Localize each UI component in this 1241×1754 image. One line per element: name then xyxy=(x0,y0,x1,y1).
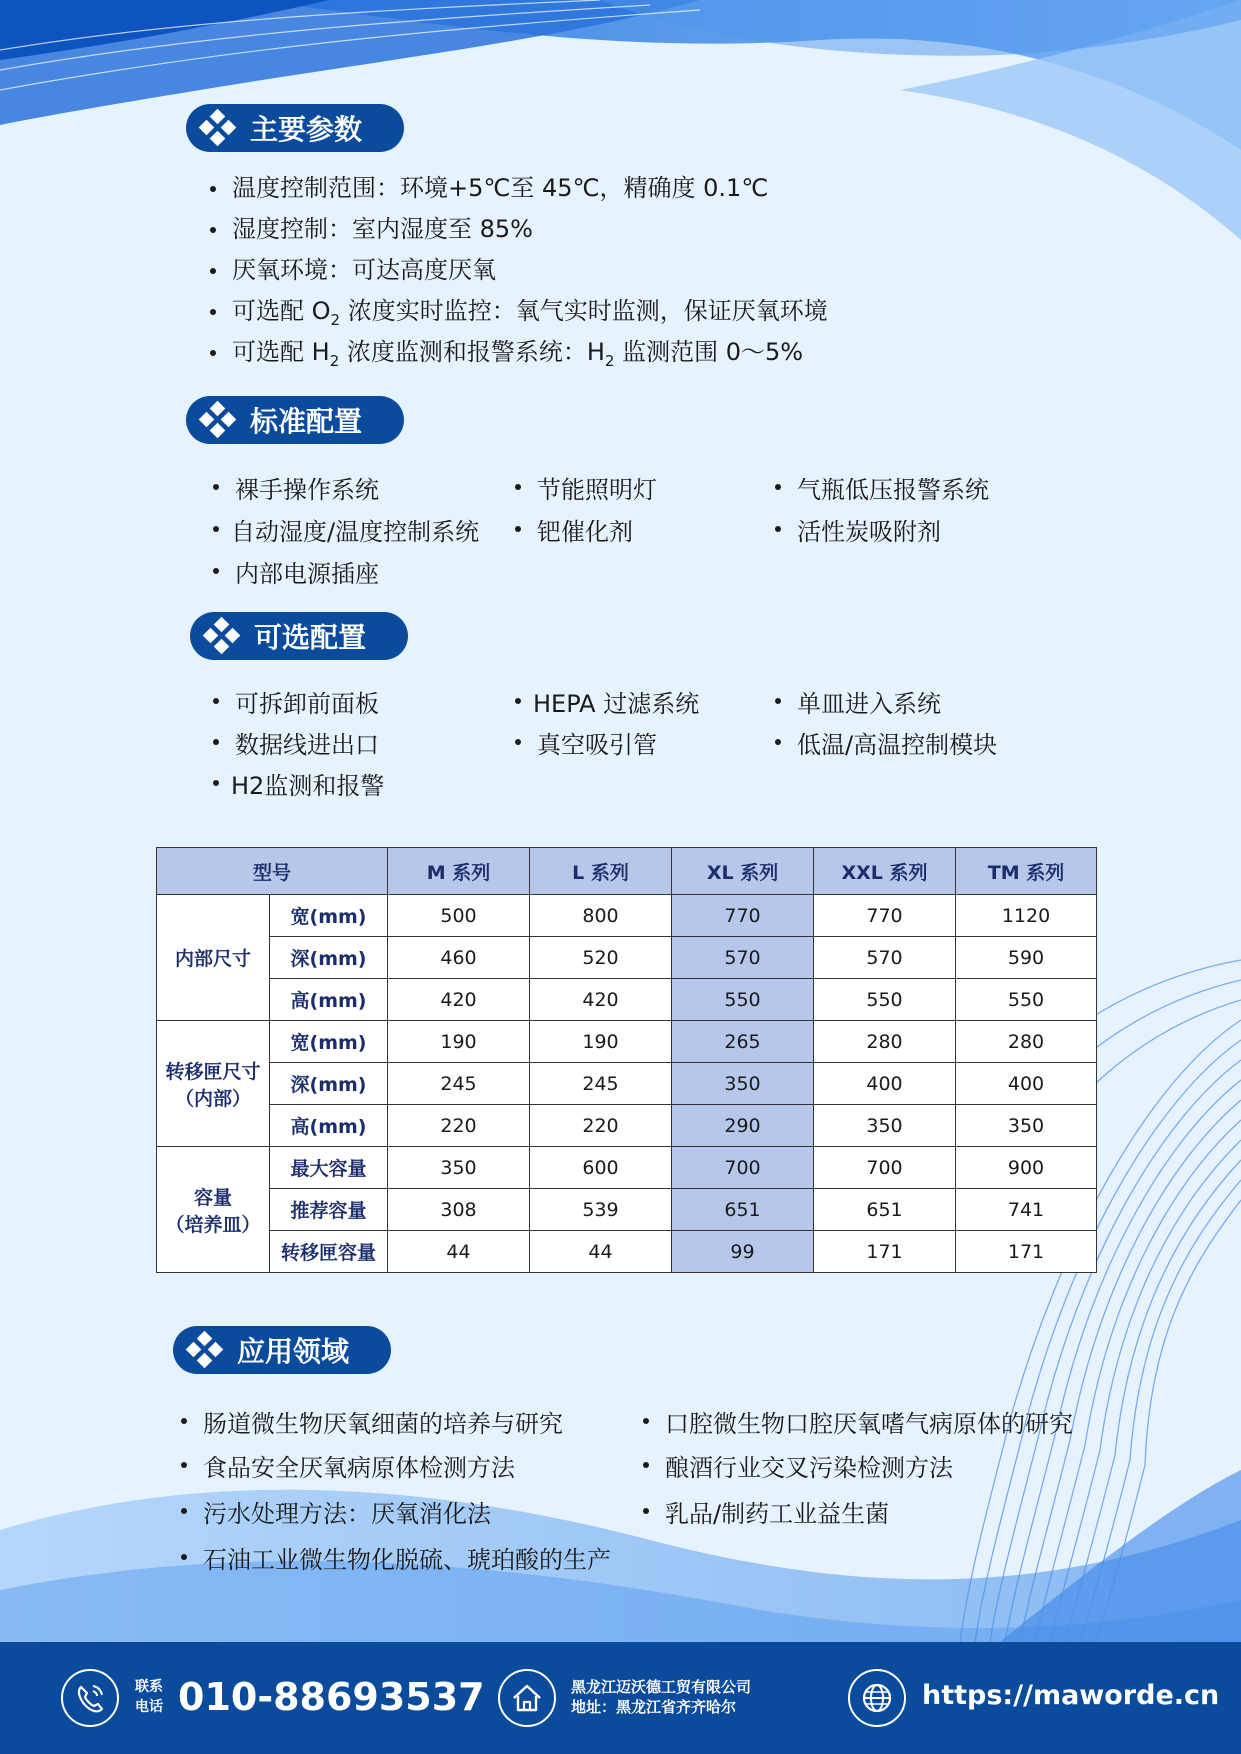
list-item: 温度控制范围：环境+5℃至 45℃，精确度 0.1℃ xyxy=(208,168,828,209)
group-label: 容量 （培养皿） xyxy=(157,1147,270,1273)
company-name: 黑龙江迈沃德工贸有限公司 xyxy=(571,1678,752,1696)
table-cell: 400 xyxy=(814,1063,956,1105)
row-label: 最大容量 xyxy=(270,1147,388,1189)
list-item: 内部电源插座 xyxy=(213,554,379,589)
list-item: 真空吸引管 xyxy=(515,725,657,760)
table-cell: 44 xyxy=(530,1231,672,1273)
table-cell: 245 xyxy=(388,1063,530,1105)
header-col: TM 系列 xyxy=(956,848,1097,895)
diamond-cluster-icon xyxy=(187,1332,223,1368)
table-cell: 770 xyxy=(814,895,956,937)
footer-bar xyxy=(0,1642,1241,1754)
table-row xyxy=(157,1063,1097,1105)
table-cell: 280 xyxy=(956,1021,1097,1063)
table-cell: 550 xyxy=(814,979,956,1021)
table-cell: 1120 xyxy=(956,895,1097,937)
group-label: 内部尺寸 xyxy=(157,895,270,1021)
list-item: 食品安全厌氧病原体检测方法 xyxy=(181,1448,515,1483)
table-header-row xyxy=(157,848,1097,895)
row-label: 深(mm) xyxy=(270,1063,388,1105)
table-cell: 265 xyxy=(672,1021,814,1063)
list-item: 乳品/制药工业益生菌 xyxy=(643,1494,889,1529)
list-item: HEPA 过滤系统 xyxy=(515,684,699,719)
list-item: 酿酒行业交叉污染检测方法 xyxy=(643,1448,953,1483)
section-title: 可选配置 xyxy=(254,621,367,654)
globe-icon xyxy=(848,1669,906,1727)
table-cell: 99 xyxy=(672,1231,814,1273)
diamond-cluster-icon xyxy=(200,110,236,146)
list-item: 污水处理方法：厌氧消化法 xyxy=(181,1494,491,1529)
section-application-header xyxy=(173,1326,391,1374)
table-cell: 171 xyxy=(956,1231,1097,1273)
header-model: 型号 xyxy=(157,848,388,895)
table-cell: 550 xyxy=(956,979,1097,1021)
company-info xyxy=(571,1677,751,1717)
section-title: 主要参数 xyxy=(250,113,363,146)
table-cell: 420 xyxy=(388,979,530,1021)
list-item: 单皿进入系统 xyxy=(775,684,941,719)
table-cell: 570 xyxy=(672,937,814,979)
table-cell: 420 xyxy=(530,979,672,1021)
table-cell: 190 xyxy=(530,1021,672,1063)
contact-label: 联系 电话 xyxy=(135,1679,163,1715)
website-link[interactable]: https://maworde.cn xyxy=(922,1680,1220,1711)
diamond-cluster-icon xyxy=(204,618,240,654)
row-label: 高(mm) xyxy=(270,979,388,1021)
table-cell: 460 xyxy=(388,937,530,979)
list-item: 裸手操作系统 xyxy=(213,470,379,505)
table-cell: 44 xyxy=(388,1231,530,1273)
table-row xyxy=(157,1147,1097,1189)
table-row xyxy=(157,1189,1097,1231)
table-cell: 171 xyxy=(814,1231,956,1273)
params-list xyxy=(208,168,828,373)
table-row xyxy=(157,1021,1097,1063)
list-item: 节能照明灯 xyxy=(515,470,657,505)
table-cell: 770 xyxy=(672,895,814,937)
row-label: 宽(mm) xyxy=(270,1021,388,1063)
table-cell: 700 xyxy=(672,1147,814,1189)
diamond-cluster-icon xyxy=(200,402,236,438)
list-item: 低温/高温控制模块 xyxy=(775,725,997,760)
list-item: H2监测和报警 xyxy=(213,766,384,801)
table-cell: 220 xyxy=(530,1105,672,1147)
section-title: 应用领域 xyxy=(237,1335,350,1368)
table-cell: 651 xyxy=(814,1189,956,1231)
phone-number[interactable]: 010-88693537 xyxy=(178,1675,485,1719)
list-item: 数据线进出口 xyxy=(213,725,379,760)
table-cell: 590 xyxy=(956,937,1097,979)
table-cell: 290 xyxy=(672,1105,814,1147)
section-title: 标准配置 xyxy=(250,405,363,438)
table-cell: 550 xyxy=(672,979,814,1021)
table-cell: 350 xyxy=(672,1063,814,1105)
table-cell: 900 xyxy=(956,1147,1097,1189)
table-cell: 700 xyxy=(814,1147,956,1189)
company-address: 地址：黑龙江省齐齐哈尔 xyxy=(571,1698,737,1716)
list-item: 钯催化剂 xyxy=(515,512,633,547)
row-label: 转移匣容量 xyxy=(270,1231,388,1273)
header-col: XXL 系列 xyxy=(814,848,956,895)
table-cell: 308 xyxy=(388,1189,530,1231)
table-cell: 350 xyxy=(956,1105,1097,1147)
header-col: M 系列 xyxy=(388,848,530,895)
header-col: L 系列 xyxy=(530,848,672,895)
list-item: 石油工业微生物化脱硫、琥珀酸的生产 xyxy=(181,1540,611,1575)
table-cell: 651 xyxy=(672,1189,814,1231)
table-cell: 600 xyxy=(530,1147,672,1189)
list-item: 可拆卸前面板 xyxy=(213,684,379,719)
table-cell: 190 xyxy=(388,1021,530,1063)
list-item: 肠道微生物厌氧细菌的培养与研究 xyxy=(181,1404,563,1439)
row-label: 高(mm) xyxy=(270,1105,388,1147)
table-row xyxy=(157,895,1097,937)
phone-icon xyxy=(61,1669,119,1727)
table-cell: 520 xyxy=(530,937,672,979)
row-label: 深(mm) xyxy=(270,937,388,979)
table-cell: 280 xyxy=(814,1021,956,1063)
table-cell: 245 xyxy=(530,1063,672,1105)
list-item: 湿度控制：室内湿度至 85% xyxy=(208,209,828,250)
list-item: 可选配 $O_2$ 浓度实时监控：氧气实时监测，保证厌氧环境 xyxy=(208,291,828,332)
table-cell: 539 xyxy=(530,1189,672,1231)
spec-table xyxy=(156,847,1097,1273)
section-params-header xyxy=(186,104,404,152)
list-item: 厌氧环境：可达高度厌氧 xyxy=(208,250,828,291)
list-item: 口腔微生物口腔厌氧嗜气病原体的研究 xyxy=(643,1404,1073,1439)
table-cell: 350 xyxy=(388,1147,530,1189)
table-row xyxy=(157,937,1097,979)
list-item: 气瓶低压报警系统 xyxy=(775,470,989,505)
section-standard-header xyxy=(186,396,404,444)
header-col: XL 系列 xyxy=(672,848,814,895)
table-cell: 570 xyxy=(814,937,956,979)
group-label: 转移匣尺寸 （内部） xyxy=(157,1021,270,1147)
table-cell: 350 xyxy=(814,1105,956,1147)
list-item: 可选配 $H_2$ 浓度监测和报警系统：$H_2$ 监测范围 0～5% xyxy=(208,332,828,373)
section-optional-header xyxy=(190,612,408,660)
list-item: 活性炭吸附剂 xyxy=(775,512,941,547)
table-cell: 400 xyxy=(956,1063,1097,1105)
table-row xyxy=(157,1231,1097,1273)
row-label: 推荐容量 xyxy=(270,1189,388,1231)
table-row xyxy=(157,1105,1097,1147)
row-label: 宽(mm) xyxy=(270,895,388,937)
table-cell: 220 xyxy=(388,1105,530,1147)
table-row xyxy=(157,979,1097,1021)
table-cell: 800 xyxy=(530,895,672,937)
table-cell: 500 xyxy=(388,895,530,937)
list-item: 自动湿度/温度控制系统 xyxy=(213,512,479,547)
table-cell: 741 xyxy=(956,1189,1097,1231)
home-icon xyxy=(498,1669,556,1727)
